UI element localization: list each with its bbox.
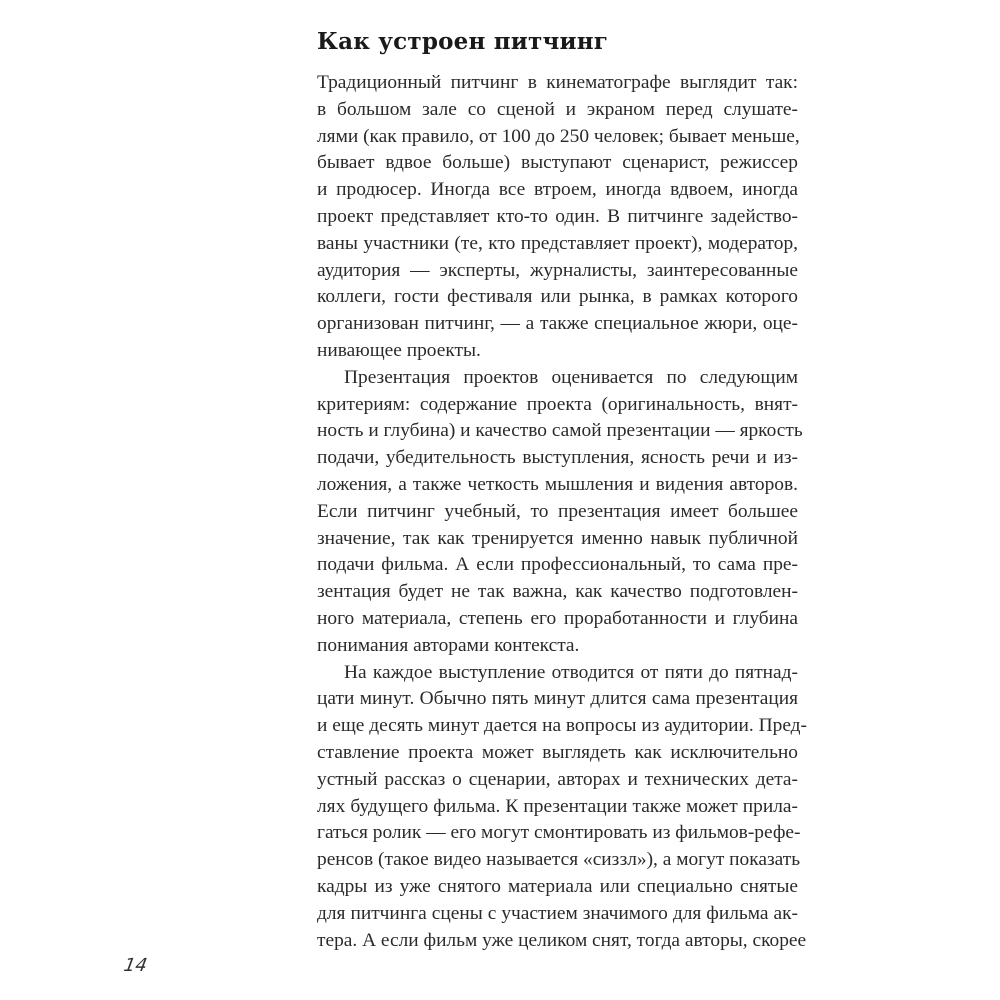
text-line: лях будущего фильма. К презентации также может прила- xyxy=(317,795,798,817)
text-line: и еще десять минут дается на вопросы из аудитории. Пред- xyxy=(317,715,808,737)
text-line: организован питчинг, — а также специальное жюри, оце- xyxy=(317,313,798,335)
page-number: 14 xyxy=(122,955,149,976)
text-line: Презентация проектов оценивается по следующим xyxy=(344,366,798,388)
text-line: На каждое выступление отводится от пяти до пятнад- xyxy=(344,661,798,683)
text-line: лями (как правило, от 100 до 250 человек; бывает меньше, xyxy=(317,125,800,147)
text-line: ставление проекта может выглядеть как исключительно xyxy=(317,741,798,763)
text-line: гаться ролик — его могут смонтировать из фильмов-рефе- xyxy=(317,822,801,844)
text-line: ность и глубина) и качество самой презентации — яркость xyxy=(317,420,803,442)
text-line: ложения, а также четкость мышления и видения авторов. xyxy=(317,473,798,495)
section-heading: Как устроен питчинг xyxy=(317,28,609,55)
paragraph xyxy=(317,365,803,660)
text-line: подачи фильма. А если профессиональный, то сама пре- xyxy=(317,554,798,576)
text-line: и продюсер. Иногда все втроем, иногда вдвоем, иногда xyxy=(317,179,798,201)
text-line: тера. А если фильм уже целиком снят, тогда авторы, скорее xyxy=(317,929,807,951)
text-line: ного материала, степень его проработанности и глубина xyxy=(317,607,798,629)
text-line: кадры из уже снятого материала или специально снятые xyxy=(317,875,798,897)
body-text xyxy=(317,70,808,954)
text-line: проект представляет кто-то один. В питчинге задейство- xyxy=(317,205,798,227)
text-line: аудитория — эксперты, журналисты, заинтересованные xyxy=(317,259,798,281)
text-line: подачи, убедительность выступления, ясность речи и из- xyxy=(317,447,798,469)
text-line: ваны участники (те, кто представляет проект), модератор, xyxy=(317,232,798,254)
text-line: Если питчинг учебный, то презентация имеет большее xyxy=(317,500,798,522)
text-line: бывает вдвое больше) выступают сценарист, режиссер xyxy=(317,152,798,174)
text-line: для питчинга сцены с участием значимого для фильма ак- xyxy=(317,902,798,924)
text-line: устный рассказ о сценарии, авторах и технических дета- xyxy=(317,768,798,790)
text-line: коллеги, гости фестиваля или рынка, в рамках которого xyxy=(317,286,798,308)
text-line: цати минут. Обычно пять минут длится сама презентация xyxy=(317,688,798,710)
text-line: критериям: содержание проекта (оригинальность, внят- xyxy=(317,393,798,415)
text-line: зентация будет не так важна, как качество подготовлен- xyxy=(317,581,798,603)
text-line: нивающее проекты. xyxy=(317,339,481,361)
text-line: ренсов (такое видео называется «сиззл»), а могут показать xyxy=(317,849,801,871)
text-line: Традиционный питчинг в кинематографе выглядит так: xyxy=(317,72,798,93)
text-line: в большом зале со сценой и экраном перед слушате- xyxy=(317,98,798,120)
paragraph xyxy=(317,70,798,365)
text-line: понимания авторами контекста. xyxy=(317,634,580,656)
text-line: значение, так как тренируется именно навык публичной xyxy=(317,527,798,549)
paragraph xyxy=(317,660,808,955)
